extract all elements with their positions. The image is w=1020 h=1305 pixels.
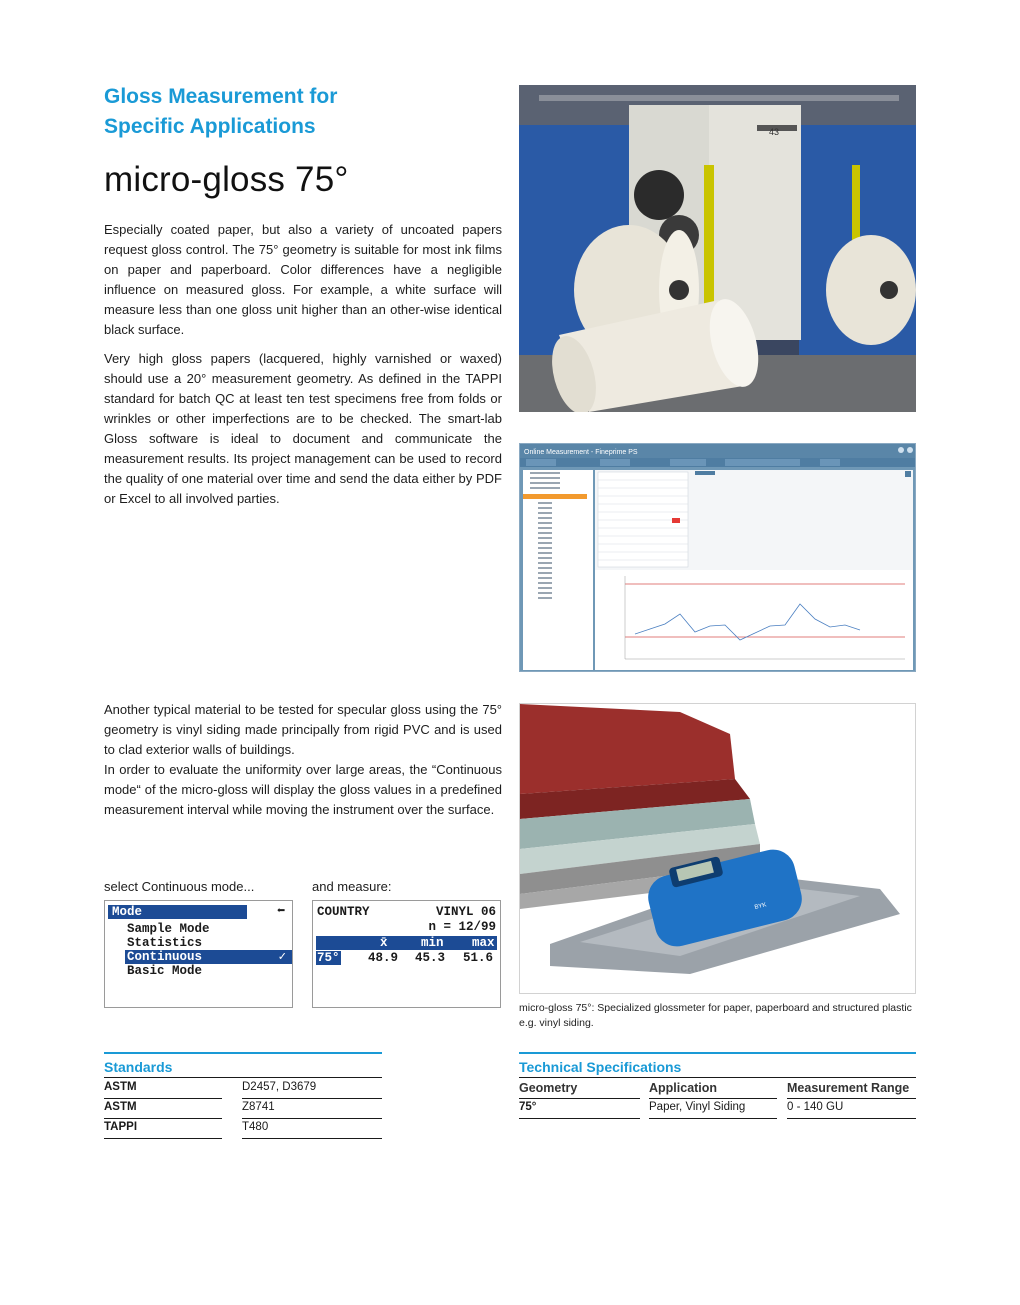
standards-row-value: T480	[242, 1121, 269, 1133]
check-icon: ✓	[278, 950, 286, 964]
printing-press-illustration	[519, 85, 916, 412]
display-stat-header	[316, 936, 497, 950]
value-min: 45.3	[415, 951, 446, 965]
measure-display	[312, 900, 501, 1008]
header-min: min	[421, 936, 444, 950]
paragraph-high-gloss: Very high gloss papers (lacquered, highly varnished or waxed) should use a 20° measurement geometry. As defined in the TAPPI standard for batch QC at least ten test specimens free from folds or wrinkles or other imperfections are to be checked. The smart-lab Gloss software is ideal to document and communicate the measurement results. Its project management can be used to record the quality of one material over time and send the data either by PDF or Excel to all involved parties.	[104, 351, 502, 506]
mode-menu-title: Mode	[108, 905, 247, 919]
menu-item-continuous-label: Continuous	[127, 950, 203, 964]
vinyl-siding-illustration	[520, 704, 915, 993]
standards-row-name: TAPPI	[104, 1121, 138, 1133]
tech-specs-row-line	[649, 1118, 777, 1119]
standards-row-value: Z8741	[242, 1101, 275, 1113]
tech-specs-header-application: Application	[649, 1081, 718, 1095]
tech-specs-header-line	[649, 1098, 777, 1099]
standards-row-line	[104, 1098, 222, 1099]
display-sample-name: VINYL 06	[435, 905, 496, 919]
value-max: 51.6	[463, 951, 494, 965]
photo-caption: micro-gloss 75°: Specialized glossmeter for paper, paperboard and structured plastic e.g. vinyl siding.	[519, 1002, 912, 1029]
standards-title: Standards	[104, 1059, 173, 1075]
tech-specs-range-value: 0 - 140 GU	[787, 1101, 844, 1113]
product-title: micro-gloss 75°	[104, 160, 349, 199]
standards-row-line	[242, 1138, 382, 1139]
menu-item-basic-mode: Basic Mode	[127, 964, 203, 978]
tech-specs-row-line	[787, 1118, 916, 1119]
display-material-name: COUNTRY	[317, 905, 370, 919]
software-window-title: Online Measurement - Fineprime PS	[524, 449, 638, 456]
heading-line-2: Specific Applications	[104, 115, 316, 138]
select-mode-label: select Continuous mode...	[104, 879, 255, 894]
back-arrow-icon: ⬅	[276, 904, 286, 920]
tech-specs-header-geometry: Geometry	[519, 1081, 578, 1095]
paragraph-continuous-mode: In order to evaluate the uniformity over large areas, the “Continuous mode“ of the micro-gloss will display the gloss values in a predefined measurement interval while moving the instrument over the surface.	[104, 762, 502, 817]
software-screenshot	[519, 443, 916, 672]
tech-specs-application-value: Paper, Vinyl Siding	[649, 1101, 746, 1113]
standards-row-line	[242, 1118, 382, 1119]
mode-menu-display	[104, 900, 293, 1008]
standards-rule	[104, 1052, 382, 1054]
standards-row-line	[104, 1138, 222, 1139]
menu-item-sample-mode: Sample Mode	[127, 922, 210, 936]
printing-press-photo	[519, 85, 916, 412]
menu-item-statistics: Statistics	[127, 936, 203, 950]
tech-specs-header-line	[519, 1098, 640, 1099]
standards-divider	[104, 1077, 382, 1078]
vinyl-siding-photo	[519, 703, 916, 994]
tech-specs-row-line	[519, 1118, 640, 1119]
tech-specs-title: Technical Specifications	[519, 1059, 682, 1075]
tech-specs-divider	[519, 1077, 916, 1078]
header-mean: x̄	[380, 936, 388, 950]
display-count: n = 12/99	[428, 920, 496, 934]
tech-specs-header-line	[787, 1098, 916, 1099]
svg-text:43: 43	[769, 127, 780, 137]
standards-row-value: D2457, D3679	[242, 1081, 317, 1093]
svg-text:BYK: BYK	[754, 902, 768, 911]
standards-row-name: ASTM	[104, 1101, 137, 1113]
heading-line-1: Gloss Measurement for	[104, 85, 338, 108]
tech-specs-rule	[519, 1052, 916, 1054]
menu-item-continuous	[125, 950, 292, 964]
tech-specs-geometry-value: 75°	[519, 1101, 537, 1113]
standards-row-line	[242, 1098, 382, 1099]
header-max: max	[472, 936, 495, 950]
standards-row-line	[104, 1118, 222, 1119]
section-heading	[104, 82, 484, 142]
tech-specs-header-range: Measurement Range	[787, 1081, 910, 1095]
paragraph-vinyl-siding: Another typical material to be tested for specular gloss using the 75° geometry is vinyl siding made principally from rigid PVC and is used to clad exterior walls of buildings.	[104, 702, 502, 757]
display-angle: 75°	[317, 951, 340, 965]
value-mean: 48.9	[368, 951, 399, 965]
software-window-illustration	[520, 444, 916, 672]
standards-row-name: ASTM	[104, 1081, 137, 1093]
measure-label: and measure:	[312, 879, 392, 894]
paragraph-coated-paper: Especially coated paper, but also a variety of uncoated papers request gloss control. The 75° geometry is suitable for most ink films on paper and paperboard. Color differences have a negligible influence on measured gloss. For example, a white surface will measure less than one gloss unit higher than an other-wise identical black surface.	[104, 222, 502, 337]
